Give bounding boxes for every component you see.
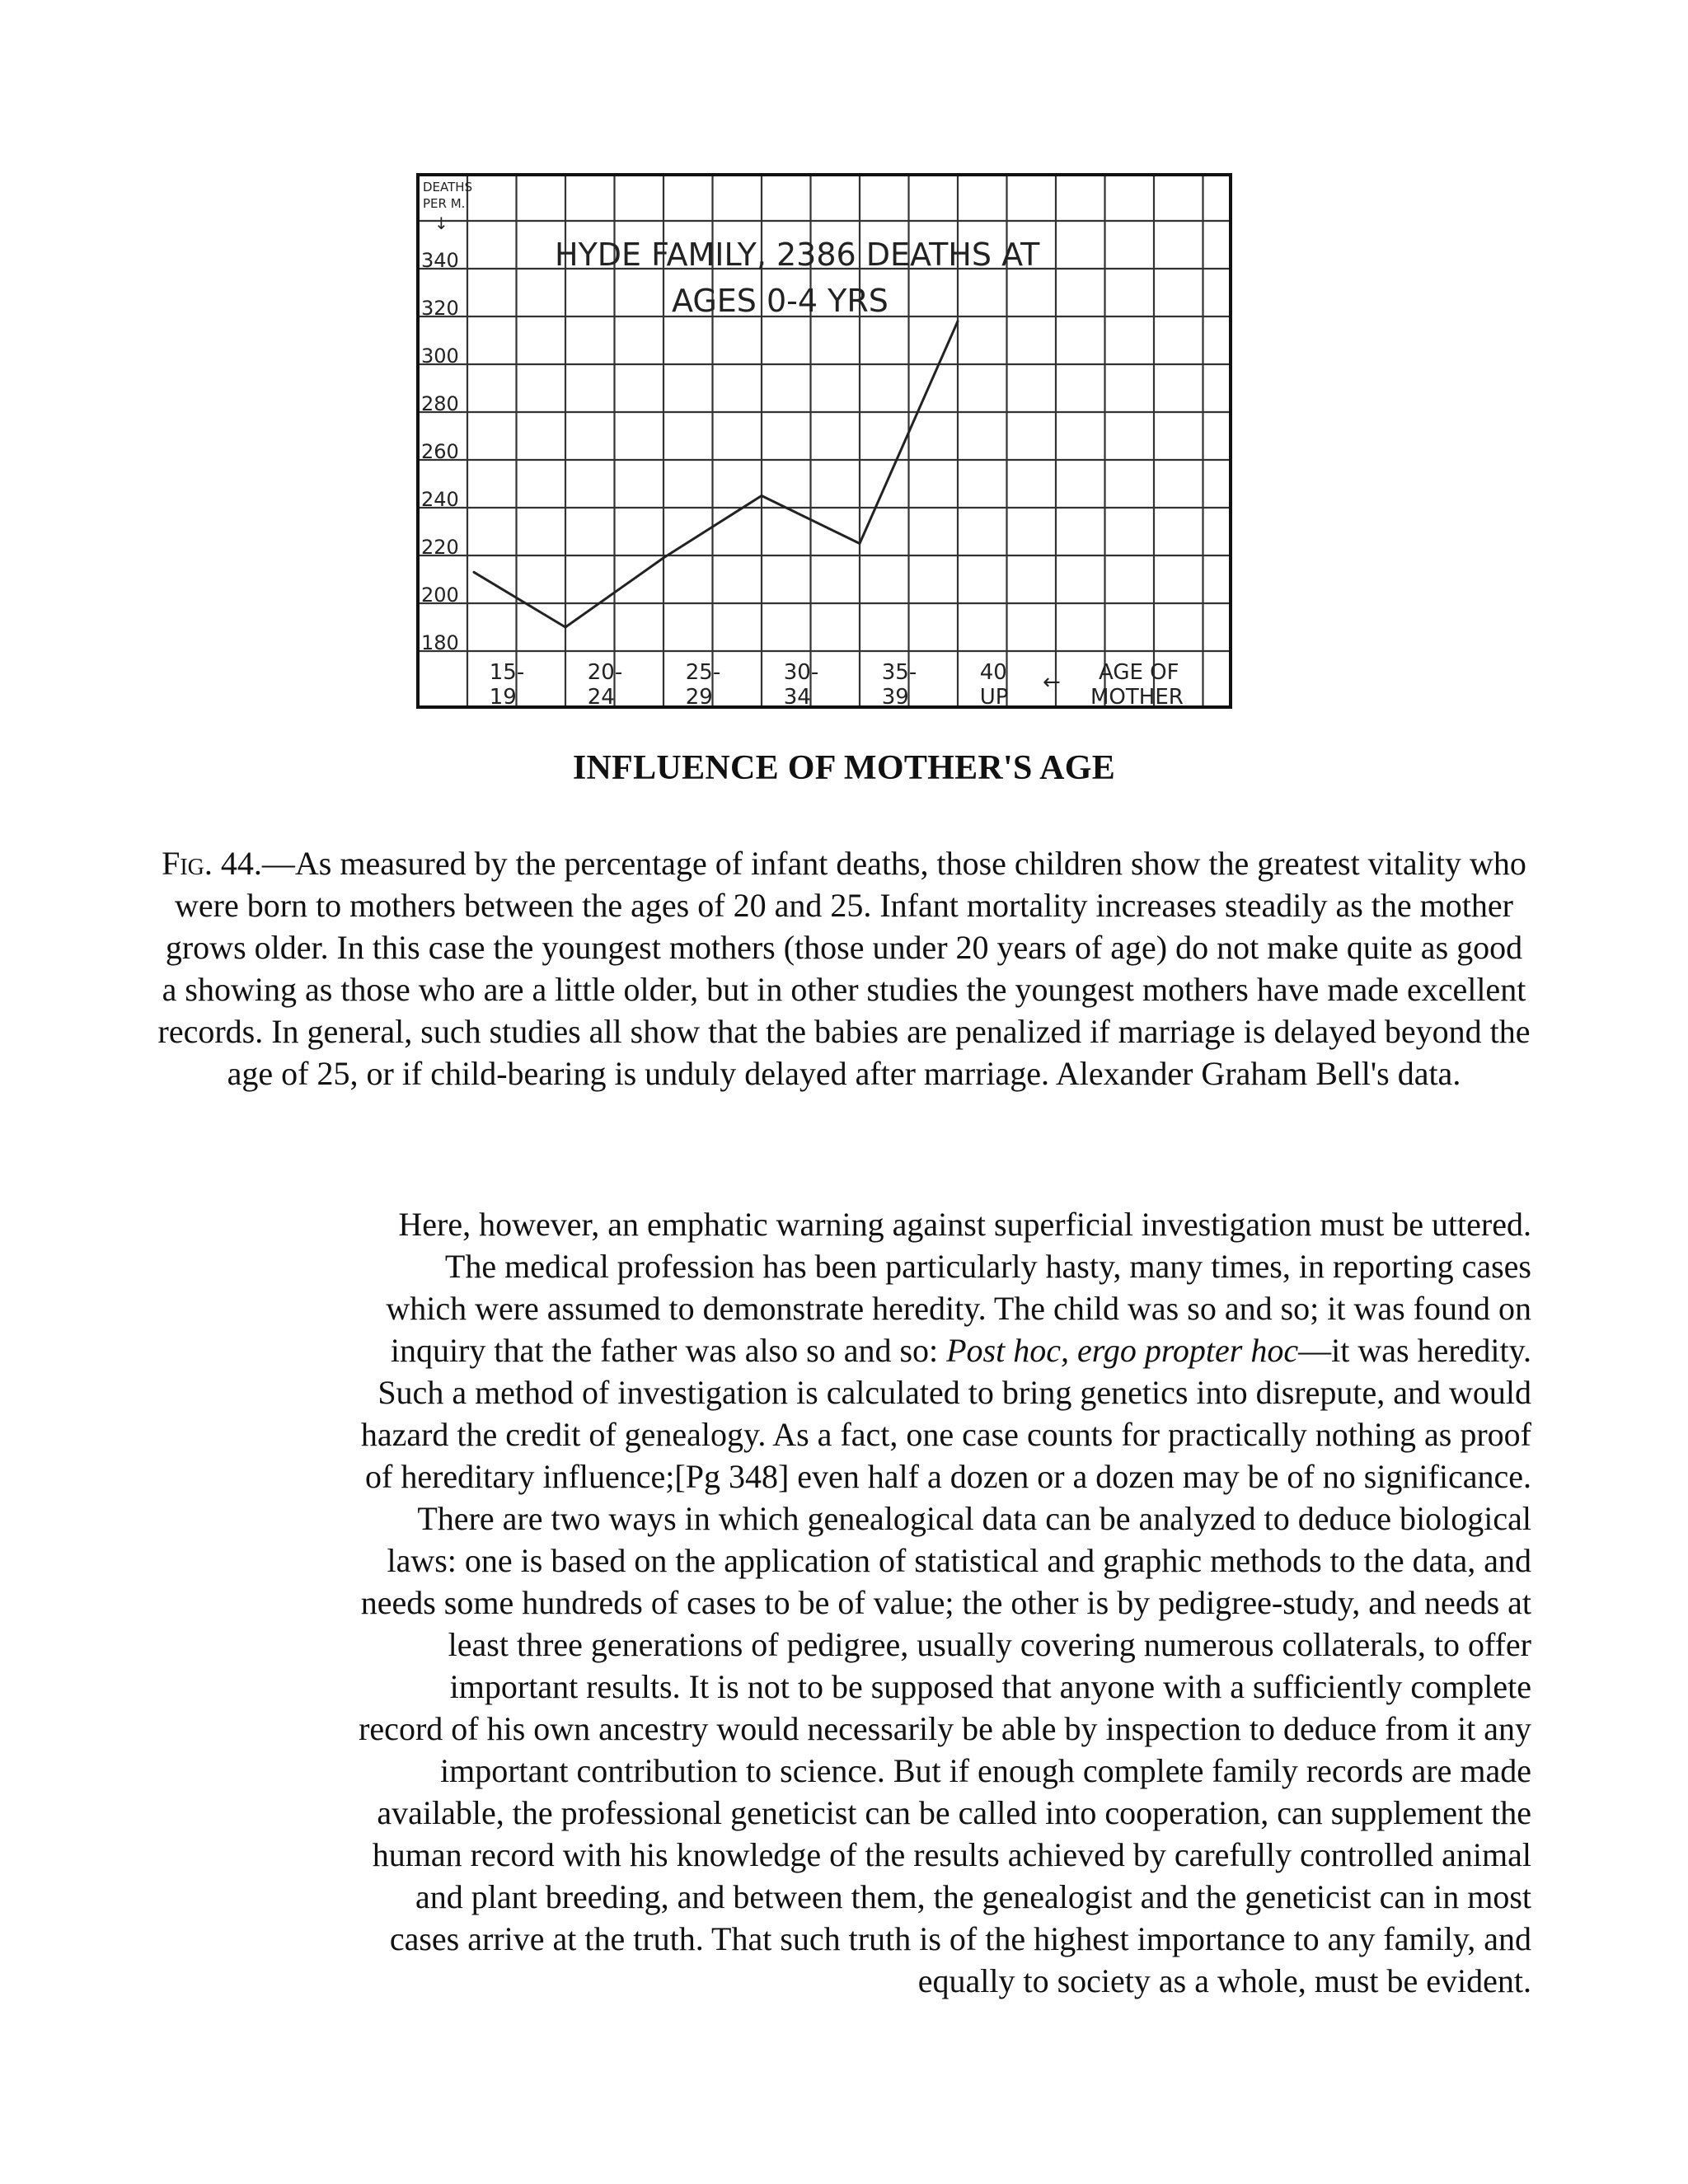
- body-line: human record with his knowledge of the results achieved by carefully controlled animal: [372, 1836, 1531, 1873]
- body-line: which were assumed to demonstrate heredity. The child was so and so; it was found on: [386, 1290, 1531, 1327]
- x-tick-label: 25-: [685, 660, 721, 685]
- y-axis-label-line2: PER M.: [423, 196, 466, 211]
- figure-caption-text: —As measured by the percentage of infant deaths, those children show the greatest vitality who were born to mothers between the ages of 20 and 25. Infant mortality increases steadily as the mother grows older. In this case the youngest mothers (those under 20 years of age) do not make quite as good a showing as those who are a little older, but in other studies the youngest mothers have made excellent records. In general, such studies all show that the babies are penalized if marriage is delayed beyond the age of 25, or if child-bearing is unduly delayed after marriage. Alexander Graham Bell's data.: [157, 845, 1531, 1092]
- y-tick-label: 300: [421, 344, 459, 368]
- body-line: hazard the credit of genealogy. As a fact, one case counts for practically nothing as proof: [360, 1416, 1531, 1453]
- y-tick-labels: [421, 249, 459, 654]
- x-tick-label: 39: [881, 685, 909, 709]
- body-line-text: —it was heredity.: [1298, 1332, 1531, 1369]
- x-tick-label: 30-: [783, 660, 819, 685]
- body-line: There are two ways in which genealogical data can be analyzed to deduce biological: [417, 1500, 1531, 1537]
- chart-svg: [416, 173, 1232, 709]
- chart-title-line1: HYDE FAMILY, 2386 DEATHS AT: [555, 237, 1040, 273]
- data-point: [957, 320, 959, 322]
- body-paragraph: [157, 1203, 1531, 2002]
- figure-heading: INFLUENCE OF MOTHER'S AGE: [572, 749, 1116, 787]
- chart-series: [473, 320, 959, 628]
- x-axis-arrow-icon: ←: [1043, 670, 1061, 695]
- body-line: [157, 1329, 1531, 1371]
- body-line: record of his own ancestry would necessarily be able by inspection to deduce from it any: [359, 1710, 1531, 1747]
- y-tick-label: 280: [421, 392, 459, 415]
- x-tick-labels: [490, 660, 1009, 709]
- x-tick-label: 34: [783, 685, 811, 709]
- body-line: important results. It is not to be supposed that anyone with a sufficiently complete: [449, 1668, 1531, 1705]
- series-line: [474, 321, 958, 627]
- y-tick-label: 240: [421, 488, 459, 511]
- figure-chart: [416, 173, 1232, 709]
- y-axis-arrow-icon: ↓: [434, 213, 448, 233]
- x-tick-label: 29: [685, 685, 713, 709]
- body-line: available, the professional geneticist can be called into cooperation, can supplement the: [377, 1794, 1531, 1831]
- body-line: needs some hundreds of cases to be of value; the other is by pedigree-study, and needs at: [360, 1584, 1531, 1621]
- x-tick-label: 24: [587, 685, 615, 709]
- data-point: [473, 571, 476, 574]
- body-line: least three generations of pedigree, usually covering numerous collaterals, to offer: [448, 1626, 1531, 1663]
- data-point: [859, 542, 861, 545]
- body-line: equally to society as a whole, must be evident.: [917, 1962, 1531, 1999]
- x-tick-label: 20-: [587, 660, 623, 685]
- data-point: [761, 494, 763, 497]
- y-tick-label: 180: [421, 631, 459, 654]
- body-line: important contribution to science. But if enough complete family records are made: [439, 1752, 1531, 1789]
- figure-label: Fig. 44.: [162, 845, 262, 882]
- y-tick-label: 220: [421, 536, 459, 559]
- x-tick-label: 35-: [881, 660, 917, 685]
- body-line: cases arrive at the truth. That such truth is of the highest importance to any family, and: [389, 1920, 1531, 1957]
- x-axis-label-line2: MOTHER: [1090, 685, 1184, 709]
- latin-phrase: Post hoc, ergo propter hoc: [946, 1332, 1299, 1369]
- y-tick-label: 340: [421, 249, 459, 272]
- figure-caption: [157, 842, 1531, 1094]
- body-line: Such a method of investigation is calculated to bring genetics into disrepute, and would: [377, 1374, 1531, 1411]
- data-point: [663, 556, 665, 559]
- y-tick-label: 320: [421, 297, 459, 320]
- x-axis-label-line1: AGE OF: [1099, 660, 1179, 685]
- y-tick-label: 260: [421, 440, 459, 463]
- data-point: [565, 626, 567, 629]
- x-tick-label: 19: [489, 685, 517, 709]
- x-tick-label: UP: [979, 685, 1009, 709]
- body-line: of hereditary influence;[Pg 348] even half a dozen or a dozen may be of no significance.: [365, 1458, 1531, 1495]
- chart-title-line2: AGES 0-4 YRS: [672, 283, 889, 319]
- body-line: Here, however, an emphatic warning against superficial investigation must be uttered.: [398, 1206, 1531, 1243]
- body-line: The medical profession has been particularly hasty, many times, in reporting cases: [444, 1248, 1531, 1285]
- body-line: and plant breeding, and between them, the genealogist and the geneticist can in most: [415, 1878, 1531, 1915]
- body-line: laws: one is based on the application of statistical and graphic methods to the data, and: [387, 1542, 1531, 1579]
- y-axis-label-line1: DEATHS: [423, 180, 473, 194]
- x-tick-label: 15-: [489, 660, 525, 685]
- x-tick-label: 40: [979, 660, 1007, 685]
- body-line-text: inquiry that the father was also so and so:: [390, 1332, 947, 1369]
- y-tick-label: 200: [421, 583, 459, 607]
